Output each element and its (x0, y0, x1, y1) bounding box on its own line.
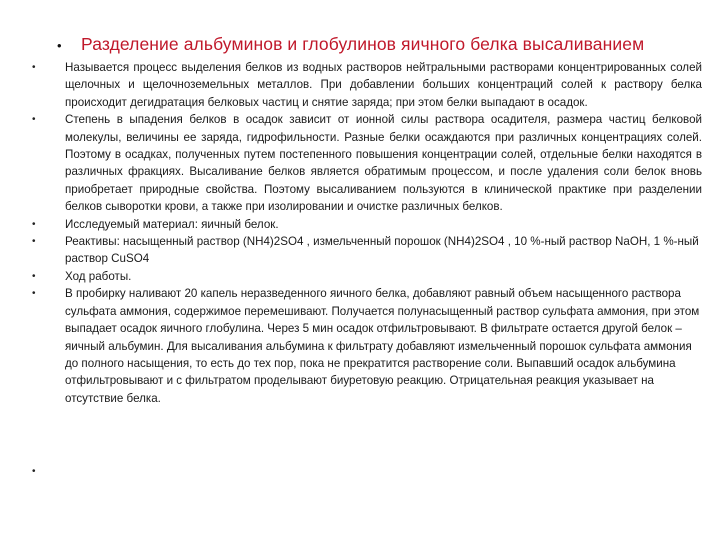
slide-title-row (50, 34, 710, 55)
list-item-text: В пробирку наливают 20 капель неразведенного яичного белка, добавляют равный объем насыщенного раствора сульфата аммония, содержимое перемешивают. Получается полунасыщенный раствор сульфата аммония, при этом выпадает осадок яичного глобулина. Через 5 мин осадок отфильтровывают. В фильтрате остается другой белок – яичный альбумин. Для высаливания альбумина к фильтрату добавляют измельченный порошок сульфата аммония до полного насыщения, то есть до тех пор, пока не прекратится растворение соли. Выпавший осадок альбумина отфильтровывают и с фильтратом проделывают биуретовую реакцию. Отрицательная реакция указывает на отсутствие белка. (65, 287, 700, 405)
bullet-glyph: • (32, 288, 36, 300)
list-item-text: Называется процесс выделения белков из водных растворов нейтральными растворами концентрированных солей щелочных и щелочноземельных металлов. При добавлении больших концентраций солей к раствору белка происходит дегидратация белковых частиц и снятие заряда; при этом белки выпадают в осадок. (65, 61, 702, 109)
list-item (32, 111, 702, 215)
bullet-glyph: • (32, 62, 36, 73)
list-item-text: Степень в ыпадения белков в осадок зависит от ионной силы раствора осадителя, размера частиц белковой молекулы, величины ее заряда, гидрофильности. Разные белки осаждаются при различных концентрациях солей. Поэтому в осадках, полученных путем постепенного повышения концентрации солей, отдельные белки находятся в различных фракциях. Высаливание белков является обратимым процессом, и после удаления соли белок вновь приобретает природные свойства. Поэтому высаливанием пользуются в клинической практике при разделении белков сыворотки крови, а также при изолировании и очистке различных белков. (65, 113, 702, 214)
list-item (32, 285, 702, 407)
list-item-text: Реактивы: насыщенный раствор (NH4)2SO4 , измельченный порошок (NH4)2SO4 , 10 %-ный раствор NaOH, 1 %-ный раствор CuSO4 (65, 235, 699, 266)
list-item (32, 268, 702, 285)
bullet-glyph: • (32, 114, 36, 126)
bullet-list (32, 59, 702, 407)
list-item-text: Ход работы. (65, 269, 132, 283)
bullet-glyph: • (32, 270, 36, 282)
title-bullet: • (57, 38, 62, 53)
list-item (32, 59, 702, 111)
list-item (32, 233, 702, 268)
list-item (32, 216, 702, 233)
bullet-glyph: • (32, 236, 36, 248)
slide-title: Разделение альбуминов и глобулинов яичного белка высаливанием (81, 34, 645, 54)
bullet-glyph: • (32, 218, 36, 230)
empty-bullet: • (32, 466, 36, 477)
list-item-text: Исследуемый материал: яичный белок. (65, 217, 279, 231)
